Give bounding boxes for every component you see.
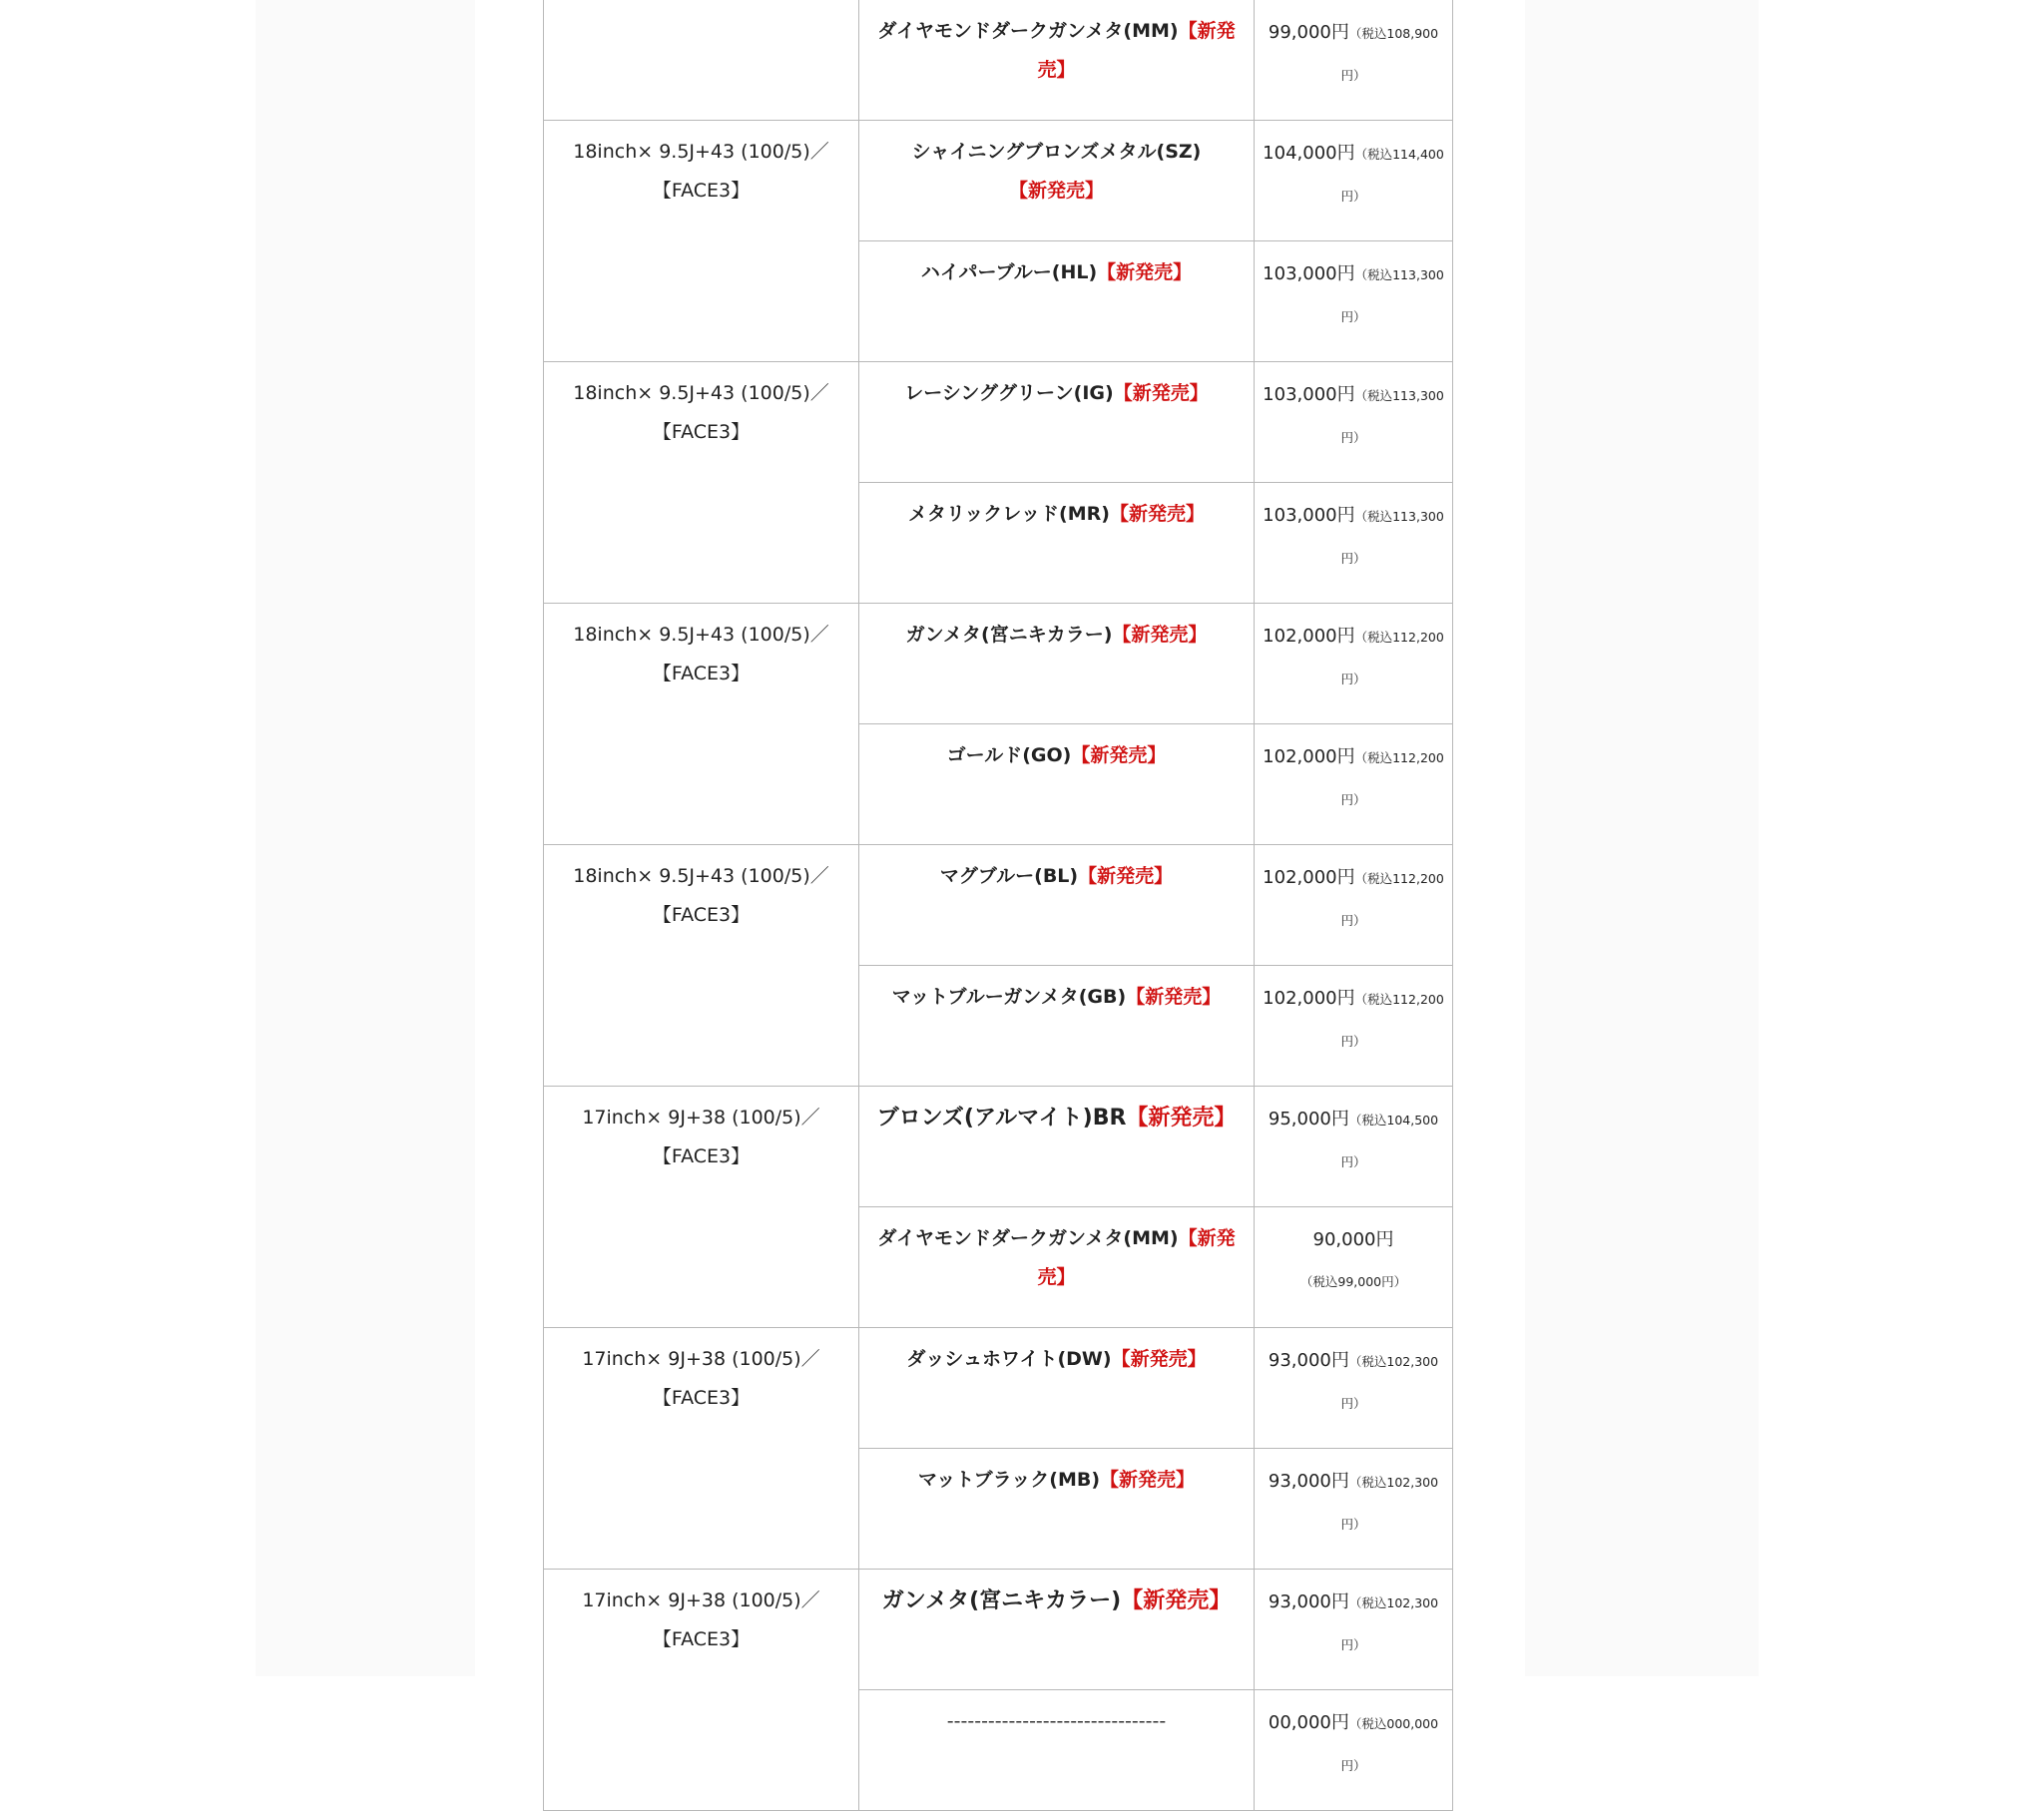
price-cell — [1255, 724, 1453, 845]
size-cell — [544, 845, 859, 1087]
wheel-size: 18inch× 9.5J+43 (100/5)／ — [573, 865, 829, 887]
price-cell — [1255, 121, 1453, 241]
price-cell — [1255, 1690, 1453, 1811]
new-release-tag: 【新発売】 — [1008, 180, 1104, 202]
wheel-size: 18inch× 9.5J+43 (100/5)／ — [573, 624, 829, 646]
price-cell — [1255, 241, 1453, 362]
price: 103,000円 — [1263, 263, 1355, 284]
tax-included-price: （税込113,300円） — [1340, 388, 1444, 445]
price-cell — [1255, 483, 1453, 604]
wheel-size: 17inch× 9J+38 (100/5)／ — [582, 1348, 820, 1370]
new-release-tag: 【新発売】 — [1126, 986, 1222, 1008]
new-release-tag: 【新発売】 — [1071, 744, 1167, 766]
wheel-size: 18inch× 9.5J+43 (100/5)／ — [573, 382, 829, 404]
color-cell — [859, 966, 1255, 1087]
new-release-tag: 【新発売】 — [1109, 503, 1205, 525]
size-cell-empty — [544, 0, 859, 121]
wheel-size: 17inch× 9J+38 (100/5)／ — [582, 1589, 820, 1611]
color-cell — [859, 362, 1255, 483]
color-name: ブロンズ(アルマイト)BR — [876, 1106, 1127, 1131]
table-row — [544, 121, 1453, 241]
table-row — [544, 845, 1453, 966]
tax-included-price: （税込102,300円） — [1340, 1354, 1439, 1411]
color-cell — [859, 241, 1255, 362]
color-cell — [859, 1328, 1255, 1449]
color-cell — [859, 604, 1255, 724]
color-cell — [859, 0, 1255, 121]
color-name: ガンメタ(宮ニキカラー) — [905, 624, 1113, 646]
wheel-price-table — [543, 0, 1453, 1811]
table-row — [544, 0, 1453, 121]
price: 103,000円 — [1263, 384, 1355, 405]
color-name: シャイニングブロンズメタル(SZ) — [911, 141, 1202, 163]
price-cell — [1255, 0, 1453, 121]
wheel-size: 18inch× 9.5J+43 (100/5)／ — [573, 141, 829, 163]
price-cell — [1255, 1570, 1453, 1690]
price: 99,000円 — [1268, 22, 1349, 43]
tax-included-price: （税込112,200円） — [1340, 750, 1444, 807]
tax-included-price: （税込102,300円） — [1340, 1475, 1439, 1532]
face-type: 【FACE3】 — [652, 1628, 751, 1650]
face-type: 【FACE3】 — [652, 1145, 751, 1167]
price-cell — [1255, 966, 1453, 1087]
price: 90,000円 — [1312, 1229, 1394, 1250]
price: 93,000円 — [1268, 1591, 1349, 1612]
color-name: マグブルー(BL) — [939, 865, 1079, 887]
tax-included-price: （税込112,200円） — [1340, 630, 1444, 686]
new-release-tag: 【新発売】 — [1113, 382, 1209, 404]
color-cell — [859, 1207, 1255, 1328]
tax-included-price: （税込112,200円） — [1340, 871, 1444, 928]
placeholder-dashes: -------------------------------- — [946, 1710, 1167, 1732]
price-cell — [1255, 1207, 1453, 1328]
color-cell — [859, 1087, 1255, 1207]
new-release-tag: 【新発売】 — [1112, 624, 1208, 646]
color-cell — [859, 1449, 1255, 1570]
color-name: ダイヤモンドダークガンメタ(MM) — [877, 20, 1179, 42]
price: 93,000円 — [1268, 1471, 1349, 1492]
size-cell — [544, 604, 859, 845]
tax-included-price: （税込99,000円） — [1299, 1274, 1407, 1289]
price-cell — [1255, 362, 1453, 483]
price-cell — [1255, 1449, 1453, 1570]
right-gutter — [1525, 0, 1759, 1676]
new-release-tag: 【新発売】 — [1097, 261, 1193, 283]
price: 103,000円 — [1263, 505, 1355, 526]
table-row — [544, 362, 1453, 483]
tax-included-price: （税込102,300円） — [1340, 1595, 1439, 1652]
size-cell — [544, 121, 859, 362]
table-row — [544, 1570, 1453, 1690]
tax-included-price: （税込114,400円） — [1340, 147, 1444, 204]
price-cell — [1255, 845, 1453, 966]
tax-included-price: （税込104,500円） — [1340, 1113, 1439, 1169]
color-name: メタリックレッド(MR) — [908, 503, 1110, 525]
new-release-tag: 【新発売】 — [1037, 20, 1236, 81]
color-cell — [859, 483, 1255, 604]
color-cell — [859, 1570, 1255, 1690]
price: 102,000円 — [1263, 626, 1355, 647]
new-release-tag: 【新発売】 — [1126, 1106, 1237, 1131]
color-cell-placeholder — [859, 1690, 1255, 1811]
price-cell — [1255, 604, 1453, 724]
left-gutter — [256, 0, 475, 1676]
size-cell — [544, 1328, 859, 1570]
size-cell — [544, 1087, 859, 1328]
tax-included-price: （税込000,000円） — [1340, 1716, 1439, 1773]
price-cell — [1255, 1328, 1453, 1449]
price: 104,000円 — [1263, 143, 1355, 164]
color-name: マットブルーガンメタ(GB) — [891, 986, 1127, 1008]
price: 95,000円 — [1268, 1109, 1349, 1130]
new-release-tag: 【新発売】 — [1037, 1227, 1236, 1288]
size-cell — [544, 362, 859, 604]
price: 102,000円 — [1263, 867, 1355, 888]
face-type: 【FACE3】 — [652, 904, 751, 926]
price: 102,000円 — [1263, 746, 1355, 767]
face-type: 【FACE3】 — [652, 421, 751, 443]
tax-included-price: （税込113,300円） — [1340, 267, 1444, 324]
face-type: 【FACE3】 — [652, 1387, 751, 1409]
price: 00,000円 — [1268, 1712, 1349, 1733]
color-name: ダイヤモンドダークガンメタ(MM) — [877, 1227, 1179, 1249]
tax-included-price: （税込108,900円） — [1340, 26, 1439, 83]
table-row — [544, 1328, 1453, 1449]
face-type: 【FACE3】 — [652, 180, 751, 202]
price: 102,000円 — [1263, 988, 1355, 1009]
color-cell — [859, 724, 1255, 845]
face-type: 【FACE3】 — [652, 663, 751, 684]
table-row — [544, 1087, 1453, 1207]
new-release-tag: 【新発売】 — [1078, 865, 1174, 887]
tax-included-price: （税込113,300円） — [1340, 509, 1444, 566]
price-cell — [1255, 1087, 1453, 1207]
color-name: レーシンググリーン(IG) — [904, 382, 1114, 404]
tax-included-price: （税込112,200円） — [1340, 992, 1444, 1049]
table-row — [544, 604, 1453, 724]
color-name: ダッシュホワイト(DW) — [906, 1348, 1112, 1370]
new-release-tag: 【新発売】 — [1111, 1348, 1207, 1370]
price: 93,000円 — [1268, 1350, 1349, 1371]
color-name: ハイパーブルー(HL) — [920, 261, 1098, 283]
color-name: ゴールド(GO) — [946, 744, 1072, 766]
color-cell — [859, 845, 1255, 966]
color-cell — [859, 121, 1255, 241]
size-cell — [544, 1570, 859, 1811]
wheel-size: 17inch× 9J+38 (100/5)／ — [582, 1107, 820, 1129]
new-release-tag: 【新発売】 — [1121, 1588, 1232, 1613]
color-name: マットブラック(MB) — [917, 1469, 1101, 1491]
new-release-tag: 【新発売】 — [1100, 1469, 1196, 1491]
color-name: ガンメタ(宮ニキカラー) — [881, 1588, 1122, 1613]
